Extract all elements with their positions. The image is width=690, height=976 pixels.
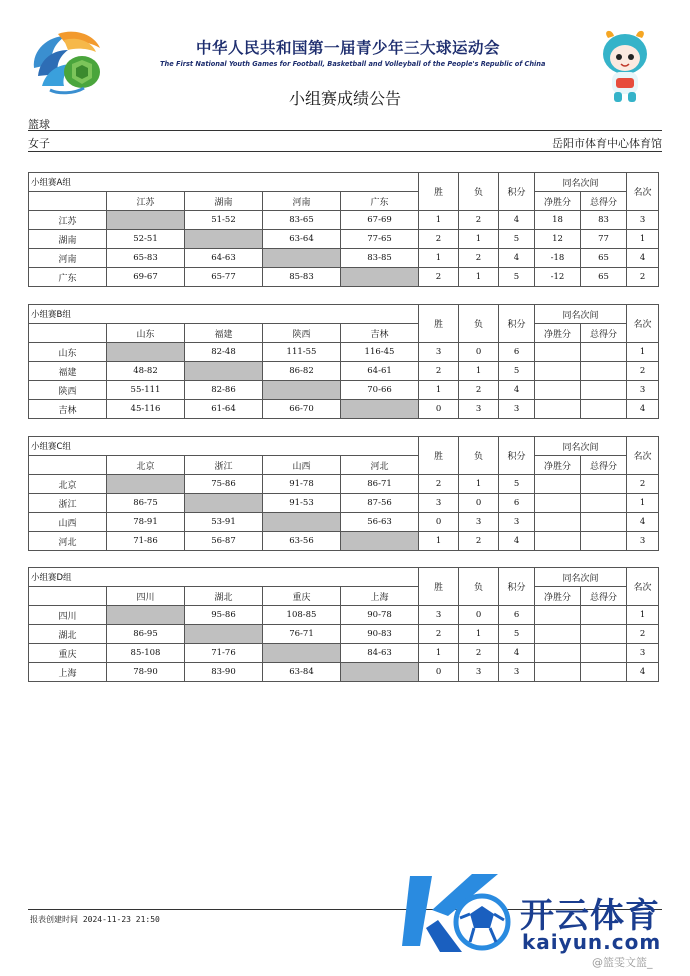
rank-cell: 3 xyxy=(627,532,659,551)
losses-cell: 3 xyxy=(459,663,499,682)
col-header-net: 净胜分 xyxy=(535,192,581,211)
col-header-net: 净胜分 xyxy=(535,324,581,343)
net-points-cell: 18 xyxy=(535,211,581,230)
group-name: 小组赛A组 xyxy=(29,173,419,192)
self-match-cell xyxy=(341,400,419,419)
wins-cell: 2 xyxy=(419,475,459,494)
score-cell: 45-116 xyxy=(107,400,185,419)
score-cell: 91-53 xyxy=(263,494,341,513)
net-points-cell: 12 xyxy=(535,230,581,249)
total-points-cell xyxy=(581,381,627,400)
team-column-header: 吉林 xyxy=(341,324,419,343)
score-cell: 83-90 xyxy=(185,663,263,682)
score-cell: 95-86 xyxy=(185,606,263,625)
rank-cell: 3 xyxy=(627,644,659,663)
table-row xyxy=(29,400,659,419)
team-row-header: 四川 xyxy=(29,606,107,625)
rank-cell: 2 xyxy=(627,625,659,644)
score-cell: 85-108 xyxy=(107,644,185,663)
col-header-loss: 负 xyxy=(459,305,499,343)
team-column-header: 福建 xyxy=(185,324,263,343)
col-header-win: 胜 xyxy=(419,568,459,606)
table-row xyxy=(29,644,659,663)
total-points-cell xyxy=(581,532,627,551)
wins-cell: 1 xyxy=(419,249,459,268)
score-cell: 71-86 xyxy=(107,532,185,551)
col-header-points: 积分 xyxy=(499,305,535,343)
table-row xyxy=(29,230,659,249)
self-match-cell xyxy=(185,230,263,249)
losses-cell: 2 xyxy=(459,249,499,268)
score-cell: 61-64 xyxy=(185,400,263,419)
wins-cell: 1 xyxy=(419,644,459,663)
score-cell: 63-84 xyxy=(263,663,341,682)
total-points-cell xyxy=(581,513,627,532)
venue-label: 岳阳市体育中心体育馆 xyxy=(552,137,662,150)
wins-cell: 1 xyxy=(419,532,459,551)
group-name: 小组赛D组 xyxy=(29,568,419,587)
group-table xyxy=(28,567,659,682)
total-points-cell xyxy=(581,475,627,494)
net-points-cell xyxy=(535,343,581,362)
score-cell: 71-76 xyxy=(185,644,263,663)
score-cell: 64-61 xyxy=(341,362,419,381)
team-row-header: 河南 xyxy=(29,249,107,268)
score-cell: 116-45 xyxy=(341,343,419,362)
points-cell: 3 xyxy=(499,663,535,682)
col-header-points: 积分 xyxy=(499,173,535,211)
wins-cell: 0 xyxy=(419,663,459,682)
score-cell: 90-83 xyxy=(341,625,419,644)
net-points-cell xyxy=(535,362,581,381)
losses-cell: 2 xyxy=(459,381,499,400)
group-table xyxy=(28,172,659,287)
self-match-cell xyxy=(107,475,185,494)
team-row-header: 山东 xyxy=(29,343,107,362)
col-header-total: 总得分 xyxy=(581,456,627,475)
wins-cell: 2 xyxy=(419,625,459,644)
corner-cell xyxy=(29,456,107,475)
team-column-header: 湖北 xyxy=(185,587,263,606)
watermark-brand-cn: 开云体育 xyxy=(520,896,660,936)
rank-cell: 2 xyxy=(627,362,659,381)
self-match-cell xyxy=(341,663,419,682)
col-header-win: 胜 xyxy=(419,173,459,211)
col-header-tiebreak: 同名次间 xyxy=(535,305,627,324)
losses-cell: 1 xyxy=(459,475,499,494)
losses-cell: 2 xyxy=(459,644,499,663)
team-row-header: 广东 xyxy=(29,268,107,287)
rank-cell: 1 xyxy=(627,343,659,362)
group-table xyxy=(28,304,659,419)
points-cell: 4 xyxy=(499,644,535,663)
corner-cell xyxy=(29,324,107,343)
wins-cell: 2 xyxy=(419,230,459,249)
score-cell: 51-52 xyxy=(185,211,263,230)
points-cell: 6 xyxy=(499,494,535,513)
points-cell: 4 xyxy=(499,211,535,230)
team-row-header: 江苏 xyxy=(29,211,107,230)
team-column-header: 河北 xyxy=(341,456,419,475)
col-header-rank: 名次 xyxy=(627,568,659,606)
team-column-header: 山西 xyxy=(263,456,341,475)
score-cell: 76-71 xyxy=(263,625,341,644)
net-points-cell: -12 xyxy=(535,268,581,287)
table-row xyxy=(29,381,659,400)
points-cell: 6 xyxy=(499,343,535,362)
group-table xyxy=(28,436,659,551)
self-match-cell xyxy=(185,362,263,381)
total-points-cell: 65 xyxy=(581,249,627,268)
self-match-cell xyxy=(107,211,185,230)
points-cell: 6 xyxy=(499,606,535,625)
score-cell: 82-86 xyxy=(185,381,263,400)
table-row xyxy=(29,343,659,362)
losses-cell: 1 xyxy=(459,362,499,381)
total-points-cell: 77 xyxy=(581,230,627,249)
points-cell: 5 xyxy=(499,268,535,287)
score-cell: 86-95 xyxy=(107,625,185,644)
rank-cell: 4 xyxy=(627,663,659,682)
group-name: 小组赛B组 xyxy=(29,305,419,324)
net-points-cell xyxy=(535,513,581,532)
wins-cell: 2 xyxy=(419,362,459,381)
score-cell: 78-90 xyxy=(107,663,185,682)
self-match-cell xyxy=(107,606,185,625)
points-cell: 5 xyxy=(499,625,535,644)
score-cell: 87-56 xyxy=(341,494,419,513)
table-row xyxy=(29,625,659,644)
team-column-header: 上海 xyxy=(341,587,419,606)
col-header-tiebreak: 同名次间 xyxy=(535,568,627,587)
team-row-header: 重庆 xyxy=(29,644,107,663)
team-row-header: 山西 xyxy=(29,513,107,532)
team-column-header: 浙江 xyxy=(185,456,263,475)
score-cell: 56-63 xyxy=(341,513,419,532)
points-cell: 5 xyxy=(499,362,535,381)
table-row xyxy=(29,211,659,230)
score-cell: 83-85 xyxy=(341,249,419,268)
net-points-cell xyxy=(535,606,581,625)
team-column-header: 山东 xyxy=(107,324,185,343)
total-points-cell xyxy=(581,606,627,625)
score-cell: 77-65 xyxy=(341,230,419,249)
team-column-header: 四川 xyxy=(107,587,185,606)
self-match-cell xyxy=(263,249,341,268)
points-cell: 3 xyxy=(499,400,535,419)
score-cell: 63-56 xyxy=(263,532,341,551)
points-cell: 3 xyxy=(499,513,535,532)
self-match-cell xyxy=(107,343,185,362)
rank-cell: 1 xyxy=(627,606,659,625)
net-points-cell xyxy=(535,400,581,419)
team-row-header: 上海 xyxy=(29,663,107,682)
table-row xyxy=(29,606,659,625)
net-points-cell xyxy=(535,381,581,400)
total-points-cell: 65 xyxy=(581,268,627,287)
col-header-rank: 名次 xyxy=(627,437,659,475)
score-cell: 85-83 xyxy=(263,268,341,287)
col-header-loss: 负 xyxy=(459,437,499,475)
losses-cell: 0 xyxy=(459,494,499,513)
score-cell: 65-83 xyxy=(107,249,185,268)
score-cell: 52-51 xyxy=(107,230,185,249)
group-name: 小组赛C组 xyxy=(29,437,419,456)
report-timestamp: 报表创建时间 2024-11-23 21:50 xyxy=(30,915,160,924)
table-row xyxy=(29,268,659,287)
score-cell: 69-67 xyxy=(107,268,185,287)
team-column-header: 江苏 xyxy=(107,192,185,211)
team-row-header: 福建 xyxy=(29,362,107,381)
watermark-brand-en: kaiyun.com xyxy=(522,930,662,954)
score-cell: 91-78 xyxy=(263,475,341,494)
team-row-header: 北京 xyxy=(29,475,107,494)
total-points-cell xyxy=(581,343,627,362)
col-header-points: 积分 xyxy=(499,437,535,475)
corner-cell xyxy=(29,587,107,606)
self-match-cell xyxy=(263,513,341,532)
net-points-cell xyxy=(535,475,581,494)
col-header-net: 净胜分 xyxy=(535,587,581,606)
team-row-header: 浙江 xyxy=(29,494,107,513)
score-cell: 75-86 xyxy=(185,475,263,494)
corner-cell xyxy=(29,192,107,211)
rank-cell: 4 xyxy=(627,249,659,268)
rank-cell: 2 xyxy=(627,475,659,494)
col-header-points: 积分 xyxy=(499,568,535,606)
points-cell: 4 xyxy=(499,249,535,268)
self-match-cell xyxy=(263,381,341,400)
score-cell: 78-91 xyxy=(107,513,185,532)
team-column-header: 重庆 xyxy=(263,587,341,606)
points-cell: 4 xyxy=(499,381,535,400)
score-cell: 86-82 xyxy=(263,362,341,381)
net-points-cell xyxy=(535,625,581,644)
net-points-cell xyxy=(535,644,581,663)
losses-cell: 1 xyxy=(459,230,499,249)
score-cell: 66-70 xyxy=(263,400,341,419)
self-match-cell xyxy=(341,268,419,287)
wins-cell: 1 xyxy=(419,381,459,400)
score-cell: 82-48 xyxy=(185,343,263,362)
self-match-cell xyxy=(341,532,419,551)
col-header-win: 胜 xyxy=(419,305,459,343)
weibo-watermark: @篮雯文篮_ xyxy=(592,956,653,969)
col-header-loss: 负 xyxy=(459,568,499,606)
score-cell: 53-91 xyxy=(185,513,263,532)
score-cell: 67-69 xyxy=(341,211,419,230)
total-points-cell xyxy=(581,644,627,663)
score-cell: 86-75 xyxy=(107,494,185,513)
table-row xyxy=(29,362,659,381)
document-title: 小组赛成绩公告 xyxy=(288,89,401,108)
losses-cell: 2 xyxy=(459,211,499,230)
col-header-net: 净胜分 xyxy=(535,456,581,475)
col-header-tiebreak: 同名次间 xyxy=(535,173,627,192)
col-header-win: 胜 xyxy=(419,437,459,475)
col-header-total: 总得分 xyxy=(581,192,627,211)
rank-cell: 2 xyxy=(627,268,659,287)
losses-cell: 3 xyxy=(459,400,499,419)
wins-cell: 3 xyxy=(419,606,459,625)
self-match-cell xyxy=(263,644,341,663)
table-row xyxy=(29,494,659,513)
score-cell: 108-85 xyxy=(263,606,341,625)
rank-cell: 4 xyxy=(627,513,659,532)
col-header-rank: 名次 xyxy=(627,173,659,211)
rank-cell: 1 xyxy=(627,494,659,513)
losses-cell: 0 xyxy=(459,606,499,625)
points-cell: 4 xyxy=(499,532,535,551)
wins-cell: 1 xyxy=(419,211,459,230)
team-row-header: 吉林 xyxy=(29,400,107,419)
team-row-header: 湖北 xyxy=(29,625,107,644)
col-header-tiebreak: 同名次间 xyxy=(535,437,627,456)
score-cell: 83-65 xyxy=(263,211,341,230)
total-points-cell xyxy=(581,362,627,381)
divider xyxy=(28,151,662,152)
col-header-rank: 名次 xyxy=(627,305,659,343)
table-row xyxy=(29,475,659,494)
wins-cell: 3 xyxy=(419,343,459,362)
rank-cell: 3 xyxy=(627,381,659,400)
losses-cell: 1 xyxy=(459,268,499,287)
rank-cell: 4 xyxy=(627,400,659,419)
net-points-cell xyxy=(535,494,581,513)
rank-cell: 3 xyxy=(627,211,659,230)
total-points-cell xyxy=(581,625,627,644)
losses-cell: 2 xyxy=(459,532,499,551)
event-subtitle: The First National Youth Games for Football, Basketball and Volleyball of the People's Republic of China xyxy=(160,60,546,68)
score-cell: 64-63 xyxy=(185,249,263,268)
points-cell: 5 xyxy=(499,230,535,249)
col-header-loss: 负 xyxy=(459,173,499,211)
kaiyun-logo-icon xyxy=(402,866,517,956)
net-points-cell xyxy=(535,532,581,551)
score-cell: 70-66 xyxy=(341,381,419,400)
self-match-cell xyxy=(185,494,263,513)
table-row xyxy=(29,249,659,268)
gender-label: 女子 xyxy=(28,137,50,150)
divider xyxy=(28,130,662,131)
team-column-header: 河南 xyxy=(263,192,341,211)
col-header-total: 总得分 xyxy=(581,587,627,606)
table-row xyxy=(29,513,659,532)
rank-cell: 1 xyxy=(627,230,659,249)
score-cell: 48-82 xyxy=(107,362,185,381)
wins-cell: 0 xyxy=(419,513,459,532)
team-row-header: 河北 xyxy=(29,532,107,551)
col-header-total: 总得分 xyxy=(581,324,627,343)
total-points-cell xyxy=(581,400,627,419)
wins-cell: 2 xyxy=(419,268,459,287)
wins-cell: 0 xyxy=(419,400,459,419)
losses-cell: 0 xyxy=(459,343,499,362)
table-row xyxy=(29,532,659,551)
score-cell: 56-87 xyxy=(185,532,263,551)
total-points-cell xyxy=(581,494,627,513)
table-row xyxy=(29,663,659,682)
score-cell: 63-64 xyxy=(263,230,341,249)
points-cell: 5 xyxy=(499,475,535,494)
losses-cell: 1 xyxy=(459,625,499,644)
team-column-header: 北京 xyxy=(107,456,185,475)
score-cell: 55-111 xyxy=(107,381,185,400)
sport-label: 篮球 xyxy=(28,118,50,131)
total-points-cell: 83 xyxy=(581,211,627,230)
score-cell: 90-78 xyxy=(341,606,419,625)
score-cell: 111-55 xyxy=(263,343,341,362)
total-points-cell xyxy=(581,663,627,682)
score-cell: 86-71 xyxy=(341,475,419,494)
team-column-header: 广东 xyxy=(341,192,419,211)
team-row-header: 湖南 xyxy=(29,230,107,249)
net-points-cell: -18 xyxy=(535,249,581,268)
self-match-cell xyxy=(185,625,263,644)
team-row-header: 陕西 xyxy=(29,381,107,400)
score-cell: 65-77 xyxy=(185,268,263,287)
net-points-cell xyxy=(535,663,581,682)
team-column-header: 陕西 xyxy=(263,324,341,343)
losses-cell: 3 xyxy=(459,513,499,532)
event-title: 中华人民共和国第一届青少年三大球运动会 xyxy=(195,39,500,57)
team-column-header: 湖南 xyxy=(185,192,263,211)
score-cell: 84-63 xyxy=(341,644,419,663)
wins-cell: 3 xyxy=(419,494,459,513)
